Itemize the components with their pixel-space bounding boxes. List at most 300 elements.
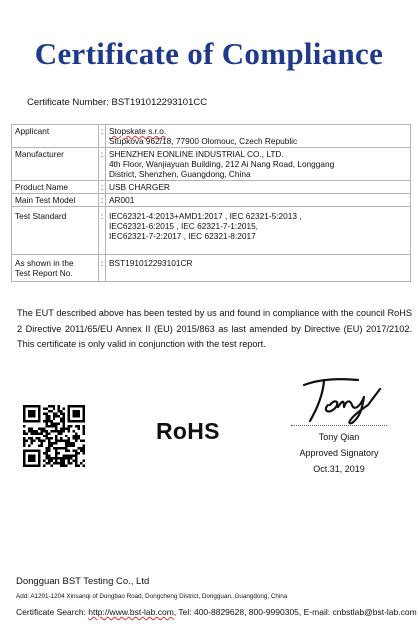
qr-module [30,430,32,432]
qr-module [78,425,80,427]
qr-module [50,405,52,407]
qr-module [48,455,50,457]
qr-module [58,452,60,454]
qr-module [70,462,72,464]
qr-module [73,455,75,457]
qr-module [48,415,50,417]
certificate-number: BST191012293101CC [111,97,208,108]
qr-module [53,415,55,417]
qr-module [55,435,57,437]
qr-module [55,430,57,432]
qr-module [78,427,80,429]
test-standard-line-3: IEC62321-7-2:2017 , IEC 62321-8:2017 [109,231,256,241]
qr-module [68,425,70,427]
colon: : [99,181,106,194]
qr-module [68,457,70,459]
qr-module [60,447,62,449]
rohs-logo [156,418,220,445]
qr-module [73,460,75,462]
qr-module [33,440,35,442]
qr-module [43,420,45,422]
qr-module [50,445,52,447]
qr-module [45,450,47,452]
qr-module [60,432,62,434]
qr-module [53,447,55,449]
qr-module [23,465,40,467]
qr-module [80,440,82,442]
qr-module [30,432,32,434]
qr-module [65,427,67,429]
qr-module [25,440,27,442]
certificate-info-table [11,124,411,282]
qr-module [70,455,72,457]
product-name-value: USB CHARGER [106,181,411,194]
qr-module [40,440,42,442]
lab-company-name: Dongguan BST Testing Co., Ltd [16,576,150,587]
qr-module [65,442,67,444]
qr-module [68,430,70,432]
qr-module [23,432,25,434]
signatory-title: Approved Signatory [299,448,379,458]
qr-module [55,457,57,459]
qr-module [48,417,50,419]
qr-module [65,465,67,467]
qr-module [73,450,75,452]
qr-module [50,430,52,432]
qr-module [70,445,72,447]
qr-module [48,432,50,434]
qr-module [28,430,30,432]
qr-module [78,435,80,437]
qr-module [73,445,75,447]
qr-module [23,450,25,467]
qr-module [83,465,85,467]
colon: : [99,207,106,255]
qr-module [43,440,45,442]
qr-module [78,452,80,454]
qr-module [83,445,85,447]
qr-module [68,420,85,422]
qr-module [53,425,55,427]
colon: : [99,194,106,207]
qr-module [48,447,50,449]
manufacturer-label: Manufacturer [12,148,99,181]
qr-module [75,457,77,459]
qr-module [68,440,70,442]
qr-module [45,430,47,432]
qr-module [58,405,60,407]
qr-module [55,437,57,439]
row-product-name [12,181,411,194]
qr-module [48,405,50,407]
qr-module [45,462,47,464]
qr-module [53,442,55,444]
qr-module [38,440,40,442]
manufacturer-address-1: 4th Floor, Wanjiayuan Building, 212 Ai Nang Road, Longgang [109,159,335,169]
qr-module [43,452,45,454]
qr-module [53,462,55,464]
applicant-value [106,125,411,148]
qr-module [70,457,72,459]
qr-module [30,427,32,429]
qr-module [45,452,47,454]
qr-module [78,437,80,439]
qr-module [43,427,45,429]
qr-module [48,440,50,442]
row-applicant [12,125,411,148]
qr-module [38,445,40,447]
qr-module [68,405,85,407]
qr-module [80,450,82,452]
qr-module [48,425,50,427]
qr-module [73,430,75,432]
test-report-label-line-2: Test Report No. [15,268,73,278]
qr-module [83,432,85,434]
qr-module [43,435,45,437]
qr-module [68,437,70,439]
qr-module [48,457,50,459]
certificate-title: Certificate of Compliance [34,36,384,71]
qr-module [55,455,57,457]
qr-module [55,425,57,427]
qr-module [55,442,57,444]
qr-module [50,425,52,427]
qr-module [55,450,57,452]
qr-module [75,452,77,454]
row-main-test-model [12,194,411,207]
qr-module [63,422,65,424]
qr-module [65,457,67,459]
qr-module [63,425,65,427]
qr-module [45,422,47,424]
qr-module [60,430,62,432]
qr-module [35,437,37,439]
qr-module [53,412,55,414]
qr-module [33,430,35,432]
qr-module [23,420,40,422]
qr-module [75,460,77,462]
qr-module [60,437,62,439]
qr-module [30,440,32,442]
qr-module [58,407,60,409]
signatory-name: Tony Qian [318,432,360,442]
qr-module [45,417,47,419]
row-manufacturer [12,148,411,181]
qr-module [65,447,67,449]
qr-module [63,407,65,409]
qr-module [58,447,60,449]
qr-module [60,427,62,429]
qr-module [63,430,65,432]
qr-module [58,430,60,432]
qr-module [60,420,62,422]
qr-module [50,437,52,439]
qr-modules [23,405,85,467]
qr-module [75,440,77,442]
qr-module [48,437,50,439]
qr-module [28,427,30,429]
qr-module [23,440,25,442]
qr-module [50,422,52,424]
qr-module [50,460,52,462]
qr-module [65,440,67,442]
qr-module [73,410,80,417]
main-test-model-value: AR001 [106,194,411,207]
signature-date: Oct.31, 2019 [313,464,365,474]
colon: : [99,125,106,148]
row-test-report [12,255,411,282]
qr-module [30,442,32,444]
qr-module [45,412,47,414]
qr-module [83,452,85,454]
qr-module [48,462,50,464]
qr-module [63,420,65,422]
certificate-number-line [27,97,207,108]
qr-module [48,442,50,444]
manufacturer-address-2: District, Shenzhen, Guangdong, China [109,169,251,179]
qr-module [55,440,57,442]
qr-module [73,442,75,444]
lab-contact: Tel: 400-8829628, 800-9990305, E-mail: cnbstlab@bst-lab.com [178,607,417,617]
qr-module [70,425,72,427]
qr-module [58,457,60,459]
row-test-standard [12,207,411,255]
qr-module [53,422,55,424]
qr-code-image [23,405,85,467]
qr-module [50,457,52,459]
qr-module [53,457,55,459]
qr-module [50,410,52,412]
qr-module [28,455,35,462]
qr-module [75,465,77,467]
qr-module [65,445,67,447]
qr-module [60,412,62,414]
qr-module [45,415,47,417]
qr-module [58,410,60,412]
qr-module [28,437,30,439]
test-report-label [12,255,99,282]
qr-module [45,455,47,457]
qr-module [68,460,70,462]
qr-module [55,412,57,414]
test-report-label-line-1: As shown in the [15,258,74,268]
qr-module [60,462,62,464]
qr-module [83,450,85,452]
qr-module [58,462,60,464]
qr-module [43,412,45,414]
qr-module [55,462,57,464]
qr-module [45,447,47,449]
certificate-search-label: Certificate Search: [16,607,86,617]
qr-module [68,450,70,452]
qr-module [63,447,65,449]
qr-module [43,460,45,462]
qr-module [30,437,32,439]
qr-module [68,455,70,457]
qr-module [73,435,75,437]
applicant-name: Stopskate s.r.o. [109,126,167,136]
qr-module [63,412,65,414]
qr-module [48,450,50,452]
qr-module [58,415,60,417]
qr-module [83,447,85,449]
qr-module [38,437,40,439]
qr-module [80,447,82,449]
test-report-value: BST191012293101CR [106,255,411,282]
qr-module [70,442,72,444]
signature-line [291,425,387,426]
qr-module [50,420,52,422]
qr-module [40,430,42,432]
qr-module [53,405,55,407]
qr-module [50,465,52,467]
qr-module [28,410,35,417]
qr-module [40,442,42,444]
test-standard-line-2: IEC62321-6:2015 , IEC 62321-7-1:2015, [109,221,258,231]
qr-module [75,435,77,437]
qr-module [58,422,60,424]
product-name-label: Product Name [12,181,99,194]
qr-module [68,427,70,429]
qr-module [83,425,85,427]
qr-module [43,465,45,467]
qr-module [60,465,62,467]
qr-module [43,407,45,409]
qr-module [23,445,25,447]
qr-module [63,427,65,429]
qr-module [60,460,62,462]
qr-module [38,450,40,467]
qr-module [63,462,65,464]
qr-module [33,432,35,434]
qr-module [68,442,70,444]
qr-module [55,452,57,454]
colon: : [99,255,106,282]
qr-module [45,420,47,422]
qr-module [55,460,57,462]
qr-module [45,437,47,439]
qr-module [55,447,57,449]
qr-module [25,432,27,434]
compliance-statement: The EUT described above has been tested by us and found in compliance with the council RoHS 2 Directive 2011/65/EU Annex II (EU) 2015/863 as last amended by Directive (EU) 2017/2102. This certificate is only valid in conjunction with the test report. [17,308,412,349]
qr-module [75,432,77,434]
qr-module [40,445,42,447]
qr-module [38,432,40,434]
qr-module [63,455,65,457]
qr-module [78,465,80,467]
qr-module [65,450,67,452]
qr-module [23,442,25,444]
qr-module [50,442,52,444]
qr-module [83,460,85,462]
qr-module [60,457,62,459]
qr-module [48,410,50,412]
qr-module [55,427,57,429]
qr-module [63,415,65,417]
qr-module [28,445,30,447]
test-standard-value [106,207,411,255]
qr-module [23,430,25,432]
qr-module [23,405,40,407]
qr-module [63,465,65,467]
test-standard-label: Test Standard [12,207,99,255]
qr-module [73,437,75,439]
certificate-search-line: Certificate Search: http://www.bst-lab.com, Tel: 400-8829628, 800-9990305, E-mail: cnbstlab@bst-lab.com [16,607,417,617]
qr-module [40,427,42,429]
qr-module [83,430,85,432]
qr-module [48,445,50,447]
qr-module [53,417,55,419]
qr-module [45,432,47,434]
qr-module [45,425,47,427]
qr-module [35,430,37,432]
qr-module [83,405,85,422]
qr-module [75,462,77,464]
qr-module [23,450,40,452]
manufacturer-value [106,148,411,181]
qr-module [68,445,70,447]
qr-module [63,417,65,419]
lab-address: Add: A1201-1204 Xinsanqi of Dongbao Road, Dongcheng District, Dongguan, Guangdong, China [16,593,288,600]
qr-module [58,440,60,442]
certificate-number-label: Certificate Number: [27,97,109,108]
qr-module [40,432,42,434]
qr-module [43,430,45,432]
qr-module [80,462,82,464]
main-test-model-label: Main Test Model [12,194,99,207]
qr-module [38,427,40,429]
qr-module [75,455,77,457]
qr-module [23,425,25,427]
qr-module [58,432,60,434]
qr-module [23,437,25,439]
qr-module [60,410,62,412]
qr-module [63,460,65,462]
applicant-address: Stupkova 962/18, 77900 Olomouc, Czech Republic [109,136,298,146]
qr-module [48,460,50,462]
rohs-logo-text: RoHS [156,418,220,444]
qr-module [75,450,77,452]
colon: : [99,148,106,181]
qr-module [75,437,77,439]
qr-module [83,440,85,442]
qr-module [55,422,57,424]
qr-module [68,405,70,422]
qr-module [60,417,62,419]
qr-module [53,407,55,409]
qr-module [55,415,57,417]
signature-image [290,375,390,427]
qr-module [68,462,70,464]
qr-module [78,447,80,449]
qr-module [23,405,25,422]
qr-module [45,457,47,459]
certificate-search-link[interactable]: http://www.bst-lab.com [88,607,174,617]
applicant-label: Applicant [12,125,99,148]
qr-module [65,435,67,437]
qr-module [35,432,37,434]
qr-module [45,407,47,409]
qr-module [63,457,65,459]
qr-module [65,455,67,457]
qr-module [48,420,50,422]
manufacturer-name: SHENZHEN EONLINE INDUSTRIAL CO., LTD. [109,149,284,159]
qr-module [60,440,62,442]
qr-module [45,435,47,437]
qr-module [83,427,85,429]
qr-module [53,430,55,432]
qr-module [63,440,65,442]
